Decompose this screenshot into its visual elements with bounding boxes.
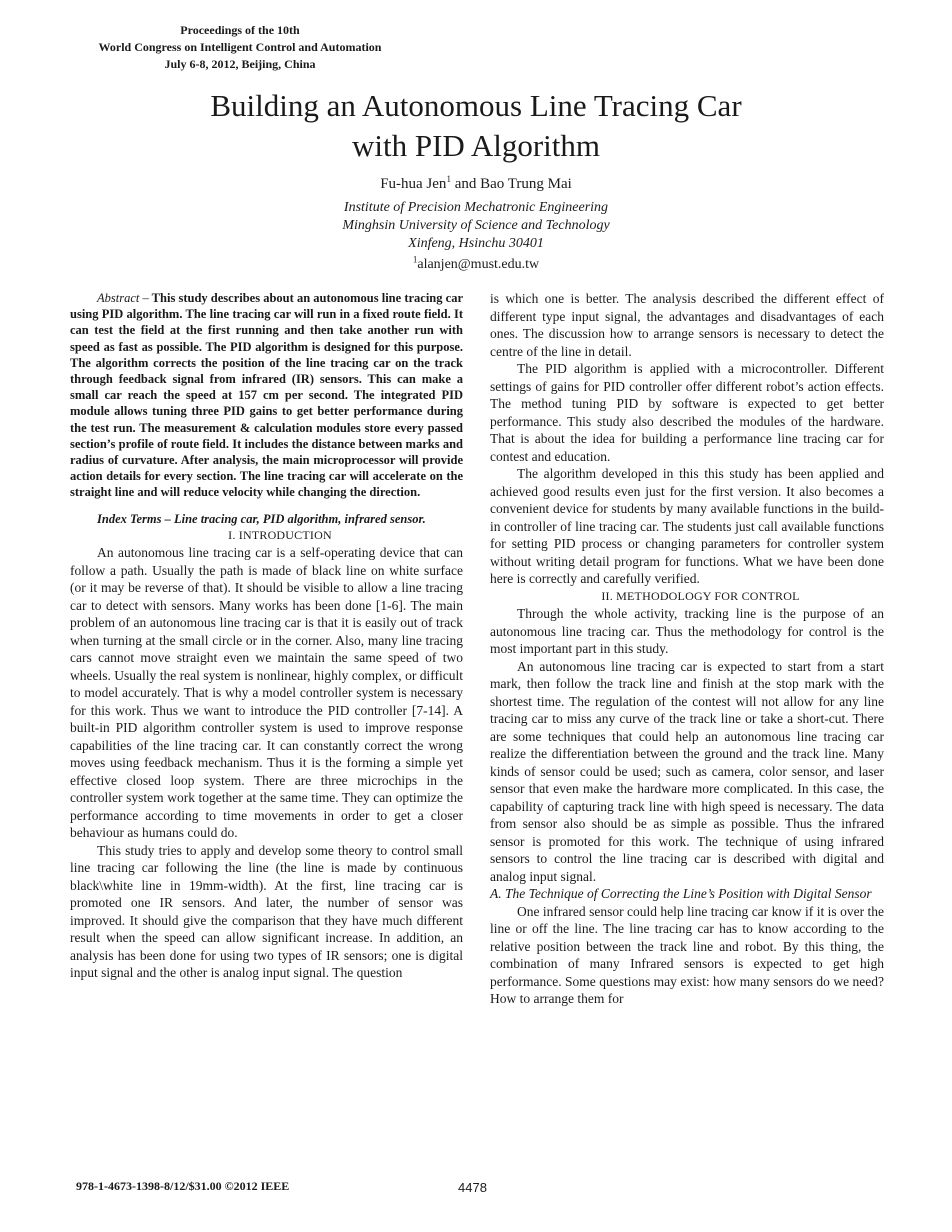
intro-paragraph-4: The PID algorithm is applied with a microcontroller. Different settings of gains for PID controller offer different robot’s action effects. The method tuning PID by software is expected to get better performance. This study also described the modules of the hardware. That is about the idea for building a performance line tracing car for contest and education. [490, 361, 884, 464]
affiliation [0, 199, 952, 253]
proceedings-line-3: July 6-8, 2012, Beijing, China [164, 57, 316, 71]
left-column [70, 290, 463, 982]
methodology-paragraph-2: An autonomous line tracing car is expected to start from a start mark, then follow the track line and finish at the stop mark with the shortest time. The regulation of the contest will not allow for any line tracing car to miss any curve of the track line or take a short-cut. There are some techniques that could help an autonomous line tracing car realize the differentiation between the ground and the track line. Many kinds of sensor could be used; such as camera, color sensor, and laser sensor that even make the hardware more complicated. In this case, the capability of capturing track line with high speed is necessary. The data from sensor also should be as simple as possible. Thus the infrared sensor is promoted for this work. The technique of using infrared sensors to control the line tracing car is described with digital and analog input signal. [490, 658, 884, 884]
authors-conjunction: and [450, 176, 481, 192]
author-email [0, 256, 952, 274]
author-2: Bao Trung Mai [480, 176, 572, 192]
section-heading-methodology: II. METHODOLOGY FOR CONTROL [601, 588, 800, 603]
title-line-2: with PID Algorithm [351, 128, 600, 163]
page-number: 4478 [458, 1180, 487, 1195]
email-address: alanjen@must.edu.tw [417, 257, 540, 272]
author-1: Fu-hua Jen [380, 176, 447, 192]
paper-title [0, 86, 952, 166]
right-column [490, 290, 884, 1008]
abstract-lead: Abstract – [97, 291, 149, 305]
title-line-1: Building an Autonomous Line Tracing Car [210, 88, 742, 123]
footer-isbn: 978-1-4673-1398-8/12/$31.00 ©2012 IEEE [76, 1179, 290, 1193]
proceedings-line-2: World Congress on Intelligent Control and Automation [98, 40, 382, 54]
abstract-text: This study describes about an autonomous line tracing car using PID algorithm. The line tracing car will run in a fixed route field. It can test the field at the first running and then take another run with speed as fast as possible. The PID algorithm is designed for this purpose. The algorithm corrects the position of the line tracing car on the track through feedback signal from infrared (IR) sensors. This can make a small car reach the speed at 157 cm per second. The integrated PID module allows tuning three PID gains to get better performance during the test run. The measurement & calculation modules store every passed section’s profile of route field. It includes the distance between marks and radius of curvature. After analysis, the main microprocessor will provide action details for every section. The line tracing car will accelerate on the straight line and will reduce velocity while changing the direction. [70, 291, 464, 500]
index-terms: Index Terms – Line tracing car, PID algorithm, infrared sensor. [97, 511, 426, 526]
intro-paragraph-2: This study tries to apply and develop some theory to control small line tracing car following the line (the line is made by continuous black\white line in 19mm-width). At the first, line tracing car is promoted one IR sensors. And later, the number of sensor was improved. It should give the comparison that they have much different result when the speed can allow significant increase. In addition, an analysis has been done for using two types of IR sensors; one is digital input signal and the other is analog input signal. The question [70, 842, 463, 981]
affiliation-line-3: Xinfeng, Hsinchu 30401 [408, 236, 544, 251]
authors [0, 174, 952, 194]
intro-paragraph-1: An autonomous line tracing car is a self-operating device that can follow a path. Usually the path is made of black line on white surface (or it may be reverse of that). It should be visible to allow a line tracing car to detect with sensors. Many works has been done [1-6]. The main problem of an autonomous line tracing car is that it is easily out of track when turning at the small circle or in the corner. Also, many line tracing cars cannot move straight even we maintain the same speed of two wheels. Usually the real system is nonlinear, highly complex, or difficult to model accurately. That is why a model controller system is necessary for this work. Thus we want to introduce the PID controller [7-14]. A built-in PID algorithm controller system is used to improve response capabilities of the line tracing car. It can constantly correct the wrong moves using feedback mechanism. Thus it is the forming a simple yet effective closed loop system. There are three microchips in the controller system work together at the same time. They can optimize the performance according to time movements in order to get a closer behaviour as humans could do. [70, 545, 463, 841]
methodology-paragraph-1: Through the whole activity, tracking line is the purpose of an autonomous line tracing car. Thus the methodology for control is the most important part in this study. [490, 606, 884, 656]
subsection-a-paragraph-1: One infrared sensor could help line tracing car know if it is over the line or off the line. The line tracing car has to know according to the relative position between the track line and robot. By this thing, the combination of many Infrared sensors is expected to get high performance. Some questions may exist: how many sensors do we need? How to arrange them for [490, 903, 884, 1006]
author-1-mark: 1 [446, 174, 451, 184]
intro-paragraph-3: is which one is better. The analysis described the different effect of different type input signal, the advantages and disadvantages of each ones. The discussion how to arrange sensors is necessary to detect the centre of the line in detail. [490, 291, 884, 359]
proceedings-header [60, 22, 420, 73]
abstract [70, 290, 463, 501]
proceedings-line-1: Proceedings of the 10th [180, 23, 300, 37]
email-mark: 1 [412, 254, 418, 265]
subsection-heading-a: A. The Technique of Correcting the Line’s Position with Digital Sensor [490, 886, 872, 901]
intro-paragraph-5: The algorithm developed in this this study has been applied and achieved good results even just for the first version. It also becomes a convenient device for students by many available functions in the build-in controller of line tracing car. The students just call available functions for setting PID process or changing parameters for controller system without writing detail program for functions. What we have been done here is correctly and carefully verified. [490, 466, 884, 586]
affiliation-line-1: Institute of Precision Mechatronic Engineering [343, 200, 609, 215]
affiliation-line-2: Minghsin University of Science and Technology [342, 218, 610, 233]
section-heading-introduction: I. INTRODUCTION [228, 527, 332, 542]
